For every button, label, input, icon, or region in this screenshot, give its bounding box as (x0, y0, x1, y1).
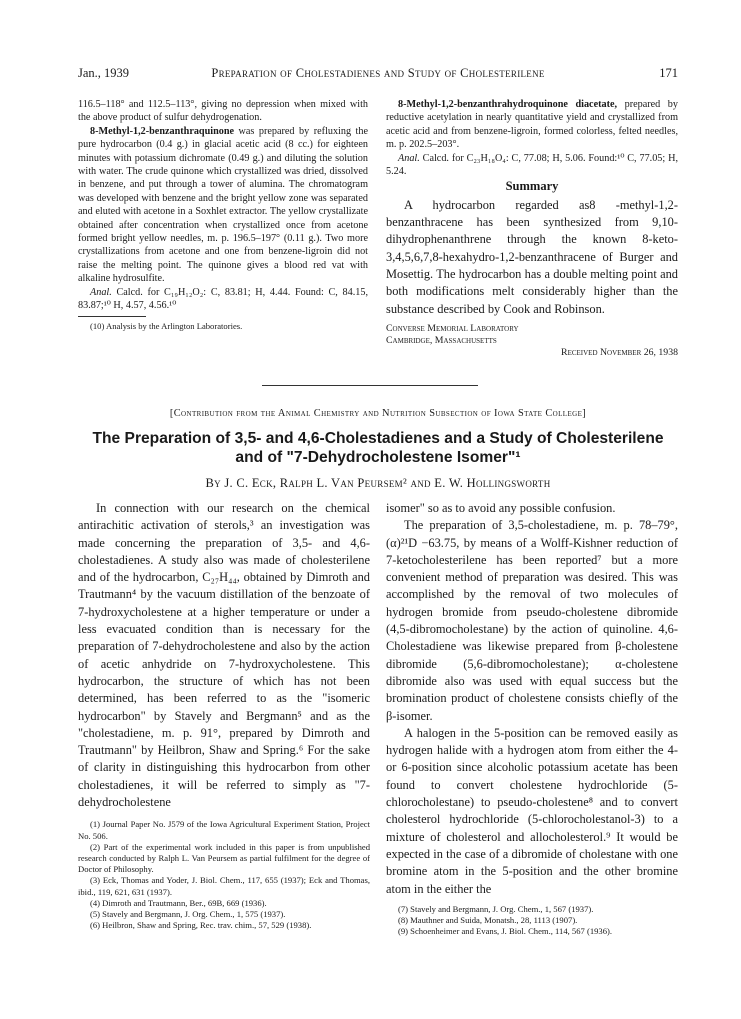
footnote-2: (2) Part of the experimental work included in this paper is from unpublished research conducted by Ralph L. Van Peursem as partial fulfilment for the degree of Doctor of Philosophy. (78, 841, 370, 875)
prev-left-paragraph-1: 116.5–118° and 112.5–113°, giving no depression when mixed with the above product of sulfur dehydrogenation. (78, 99, 368, 124)
prev-right-analysis: Anal. Calcd. for C₂₃H₁₈O₄: C, 77.08; H, 5.06. Found:¹⁰ C, 77.05; H, 5.24. (386, 152, 678, 178)
article-authors: By J. C. Eck, Ralph L. Van Peursem² and E. W. Hollingsworth (205, 476, 551, 490)
footnote-4: (4) Dimroth and Trautmann, Ber., 69B, 669 (1936). (90, 897, 267, 908)
article-left-body: In connection with our research on the chemical antirachitic activation of sterols,³ an investigation was made concerning the preparation of 3,5- and 4,6-cholestadienes. A study also was made of cholesterilene and of the hydrocarbon, C₂₇H₄₄, obtained by Dimroth and Trautmann⁴ by the vacuum distillation of the benzoate of 7-hydroxycholestene at a higher temperature or under a less evacuated condition than is necessary for the preparation of 7-dehydrocholestene and also by the action of acetic anhydride on 7-hydroxycholestene. This hydrocarbon, the structure of which has not been determined, has been referred to as the "isomeric hydrocarbon" by Stavely and Bergmann⁵ and as the "cholestadiene, m. p. 91°, prepared by Dimroth and Trautmann" by Heilbron, Shaw and Spring.⁶ For the sake of clarity in distinguishing this hydrocarbon from other cholestadienes, it will be referred to simply as "7-dehydrocholestene (78, 501, 370, 810)
article-right-paragraph-2: The preparation of 3,5-cholestadiene, m. p. 78–79°, (α)²¹D −63.75, by means of a Wolff-Kishner reduction of 7-ketocholesterilene has been reported⁷ but a more convenient method of preparation was desired. This was accomplished by the removal of two molecules of hydrogen bromide from pseudo-cholestene dibromide (4,5-dibromocholestane) by the action of quinoline. 4,6-Cholestadiene was likewise prepared from β-cholestene dibromide (5,6-dibromocholestane); α-cholestene dibromide also was used with equal success but the bromination product of cholestene consists chiefly of the β-isomer. (386, 518, 678, 723)
prev-left-paragraph-2: 8-Methyl-1,2-benzanthraquinone was prepared by refluxing the pure hydrocarbon (0.4 g.) in glacial acetic acid (8 cc.) for eighteen minutes with potassium dichromate (0.49 g.) and diluting the solution with water. The crude quinone which crystallized was dried, dissolved in benzene, and put through a tower of alumina. The chromatogram was developed with benzene and the bright yellow zone was separated and eluted with acetone in a Soxhlet extractor. The yellow crystallizate obtained after concentration when crystallized once from acetone formed bright yellow needles, m. p. 196.5–197° (0.11 g.). Two more crystallizations from acetone and one from benzene-ligroin did not raise the melting point. The quinone gives a blood red vat with alkaline hydrosulfite. (78, 125, 368, 285)
summary-text: A hydrocarbon regarded as8 -methyl-1,2-benzanthracene has been synthesized from 9,10-dihydrophenanthrene through the known 8-keto-3,4,5,6,7,8-hexahydro-1,2-benzanthracene of Burger and Mosettig. The hydrocarbon has a double melting point and both modifications melt considerably higher than the substance described by Cook and Robinson. (386, 197, 678, 316)
running-title: Preparation of Cholestadienes and Study of Cholesterilene (211, 66, 545, 80)
article-separator (262, 385, 478, 386)
affiliation-line-2: Cambridge, Massachusetts (386, 334, 497, 346)
footnotes-right (386, 904, 678, 938)
running-header (78, 66, 678, 84)
footnote-9: (9) Schoenheimer and Evans, J. Biol. Chem., 114, 567 (1936). (398, 926, 613, 937)
compound-name: 8-Methyl-1,2-benzanthrahydroquinone diacetate, (398, 99, 618, 110)
received-date: Received November 26, 1938 (561, 346, 678, 358)
article-right-column (386, 500, 678, 937)
footnote-rule (78, 316, 146, 317)
contribution-line: [Contribution from the Animal Chemistry and Nutrition Subsection of Iowa State College] (169, 408, 587, 419)
prev-left-footnote: (10) Analysis by the Arlington Laboratories. (90, 320, 243, 331)
prev-article-left-column (78, 98, 368, 332)
footnotes-left (78, 819, 370, 931)
compound-name: 8-Methyl-1,2-benzanthraquinone (90, 125, 235, 137)
article-title: The Preparation of 3,5- and 4,6-Cholestadienes and a Study of Cholesterilene and of "7-Dehydrocholestene Isomer"¹ (92, 430, 664, 466)
page-number: 171 (659, 66, 678, 80)
footnote-7: (7) Stavely and Bergmann, J. Org. Chem., 1, 567 (1937). (398, 903, 594, 914)
prev-right-paragraph-1: 8-Methyl-1,2-benzanthrahydroquinone diacetate, prepared by reductive acetylation in nearly quantitative yield and crystallized from acetic acid and from benzene-ligroin, formed colorless, felted needles, m. p. 202.5–203°. (386, 99, 678, 151)
footnote-8: (8) Mauthner and Suida, Monatsh., 28, 1113 (1907). (398, 915, 578, 926)
prev-left-analysis: Anal. Calcd. for C₁₉H₁₂O₂: C, 83.81; H, 4.44. Found: C, 84.15, 83.87;¹⁰ H, 4.57, 4.56.¹⁰ (78, 286, 368, 312)
article-right-paragraph-3: A halogen in the 5-position can be removed easily as hydrogen halide with a hydrogen atom from either the 4- or 6-position since alcoholic potassium acetate has been found to convert cholestene hydrochloride (5-chlorocholestane) to pseudo-cholestene⁸ and to convert cholesterol hydrochloride (5-chlorocholestanol-3) to a mixture of cholesterol and allocholesterol.⁹ It would be expected in the case of a dibromide of cholestane with one bromine atom in the 5-position and the other bromine atom in the either the (386, 725, 678, 896)
affiliation-line-1: Converse Memorial Laboratory (386, 322, 519, 334)
summary-heading: Summary (505, 179, 559, 194)
footnote-6: (6) Heilbron, Shaw and Spring, Rec. trav. chim., 57, 529 (1938). (90, 920, 312, 931)
footnote-3: (3) Eck, Thomas and Yoder, J. Biol. Chem., 117, 655 (1937); Eck and Thomas, ibid., 119, 621, 631 (1937). (78, 875, 370, 897)
prev-article-right-column (386, 98, 678, 359)
article-right-paragraph-1: isomer" so as to avoid any possible confusion. (386, 501, 616, 515)
article-left-column (78, 500, 370, 931)
footnote-5: (5) Stavely and Bergmann, J. Org. Chem., 1, 575 (1937). (90, 908, 286, 919)
issue-date: Jan., 1939 (78, 66, 130, 80)
footnote-1: (1) Journal Paper No. J579 of the Iowa Agricultural Experiment Station, Project No. 506. (78, 819, 370, 841)
